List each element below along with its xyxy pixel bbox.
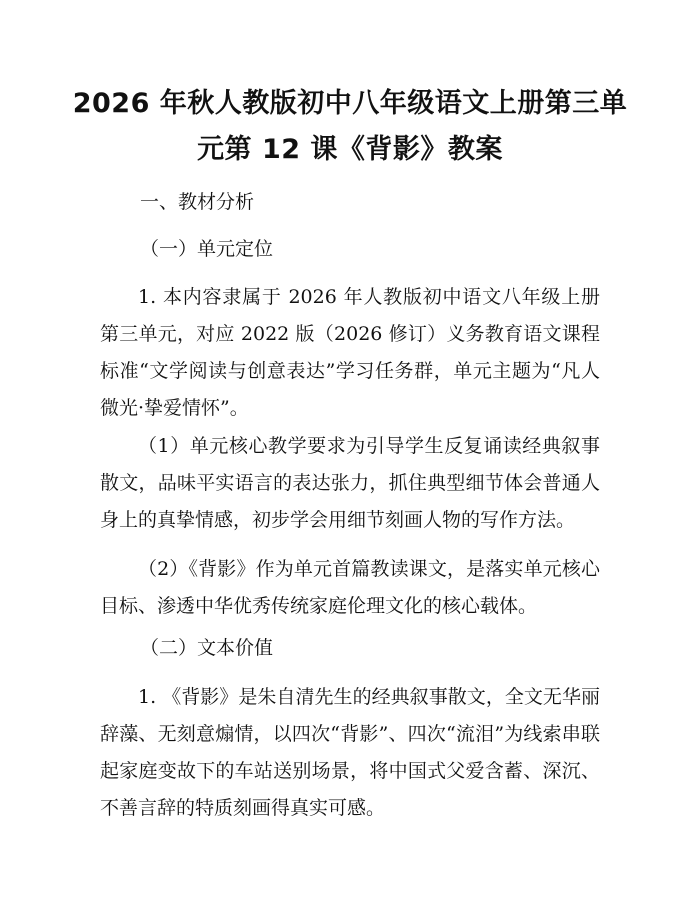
- paragraph-text-role-in-unit: （2）《背影》作为单元首篇教读课文，是落实单元核心目标、渗透中华优秀传统家庭伦理文化的核心载体。: [100, 558, 600, 617]
- paragraph-text-value-description: 1. 《背影》是朱自清先生的经典叙事散文，全文无华丽辞藻、无刻意煽情，以四次“背影”、四次“流泪”为线索串联起家庭变故下的车站送别场景，将中国式父爱含蓄、深沉、不善言辞的特质刻画得真实可感。: [100, 686, 600, 819]
- subsection-heading-unit-positioning: （一）单元定位: [140, 238, 274, 260]
- document-title-line-1: 2026 年秋人教版初中八年级语文上册第三单: [72, 88, 628, 119]
- document-title-line-2: 元第 12 课《背影》教案: [197, 134, 503, 165]
- subsection-heading-text-value: （二）文本价值: [140, 637, 274, 659]
- paragraph-unit-description: 1. 本内容隶属于 2026 年人教版初中语文八年级上册第三单元，对应 2022 版（2026 修订）义务教育语文课程标准“文学阅读与创意表达”学习任务群，单元主题为“凡人微光·挚爱情怀”。: [100, 286, 600, 419]
- paragraph-unit-core-requirements: （1）单元核心教学要求为引导学生反复诵读经典叙事散文，品味平实语言的表达张力，抓住典型细节体会普通人身上的真挚情感，初步学会用细节刻画人物的写作方法。: [100, 435, 600, 531]
- section-heading-teaching-material-analysis: 一、教材分析: [140, 191, 255, 213]
